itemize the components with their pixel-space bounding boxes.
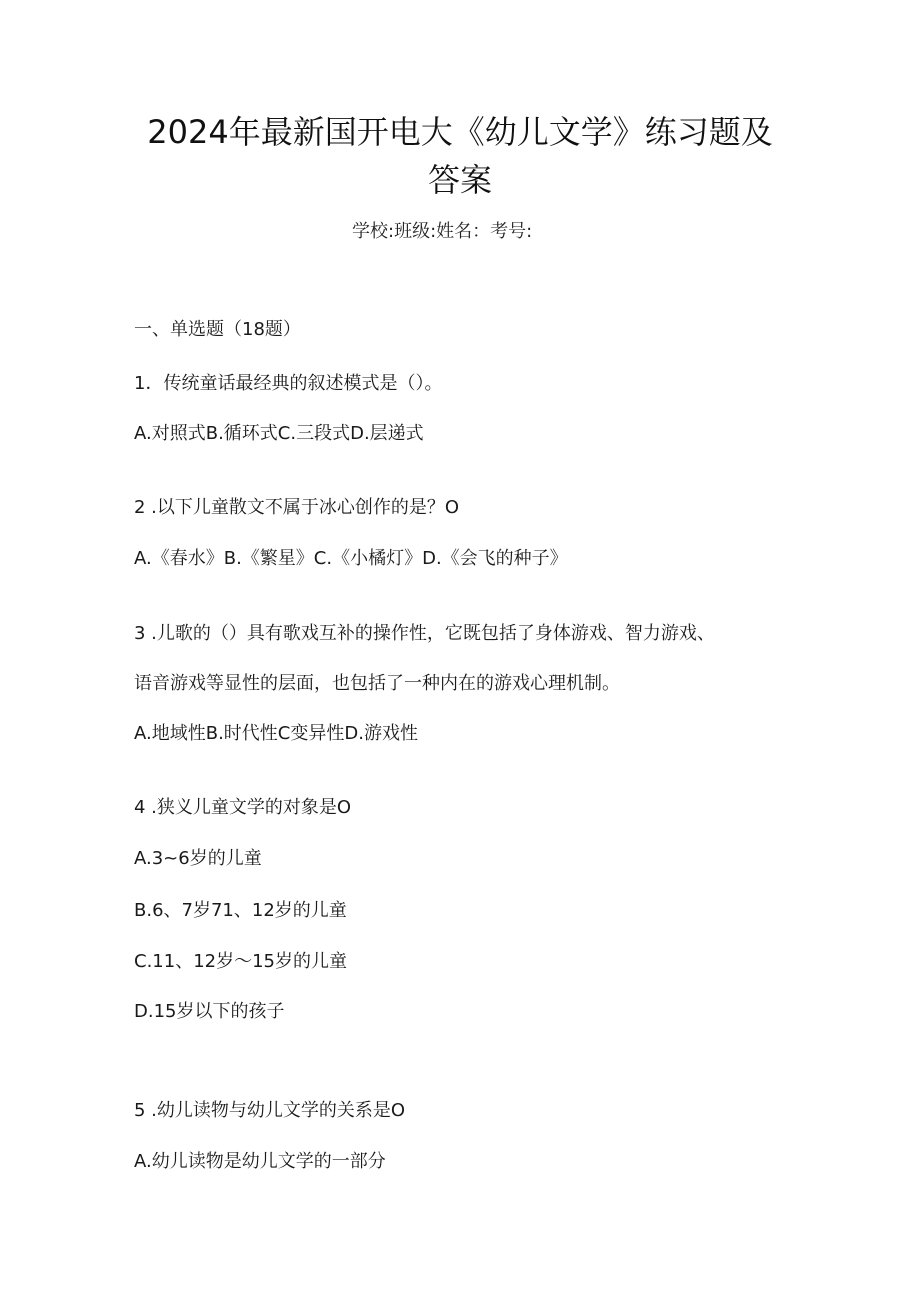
question-4-option-d: D.15岁以下的孩子 bbox=[134, 1001, 285, 1022]
section-heading: 一、单选题（18题） bbox=[134, 319, 301, 340]
question-2-stem: 2 .以下儿童散文不属于冰心创作的是？O bbox=[134, 497, 460, 518]
question-4-stem: 4 .狭义儿童文学的对象是O bbox=[134, 797, 352, 818]
question-3-stem-line-1: 3 .儿歌的（）具有歌戏互补的操作性，它既包括了身体游戏、智力游戏、 bbox=[134, 623, 715, 644]
question-3-options: A.地域性B.时代性C变异性D.游戏性 bbox=[134, 723, 418, 744]
document-title-line-2: 答案 bbox=[427, 161, 492, 199]
question-5-option-a: A.幼儿读物是幼儿文学的一部分 bbox=[134, 1151, 386, 1172]
question-5-stem: 5 .幼儿读物与幼儿文学的关系是O bbox=[134, 1100, 406, 1121]
question-1-stem: 1．传统童话最经典的叙述模式是（）。 bbox=[134, 373, 443, 394]
question-1-options: A.对照式B.循环式C.三段式D.层递式 bbox=[134, 423, 424, 444]
question-3-stem-line-2: 语音游戏等显性的层面，也包括了一种内在的游戏心理机制。 bbox=[134, 673, 620, 694]
question-4-option-b: B.6、7岁71、12岁的儿童 bbox=[134, 900, 347, 921]
question-4-option-c: C.11、12岁～15岁的儿童 bbox=[134, 951, 348, 972]
question-4-option-a: A.3~6岁的儿童 bbox=[134, 848, 262, 869]
document-title-line-1: 2024年最新国开电大《幼儿文学》练习题及 bbox=[147, 113, 773, 151]
student-info-line: 学校:班级:姓名：考号: bbox=[352, 221, 533, 242]
question-2-options: A.《春水》B.《繁星》C.《小橘灯》D.《会飞的种子》 bbox=[134, 548, 568, 569]
